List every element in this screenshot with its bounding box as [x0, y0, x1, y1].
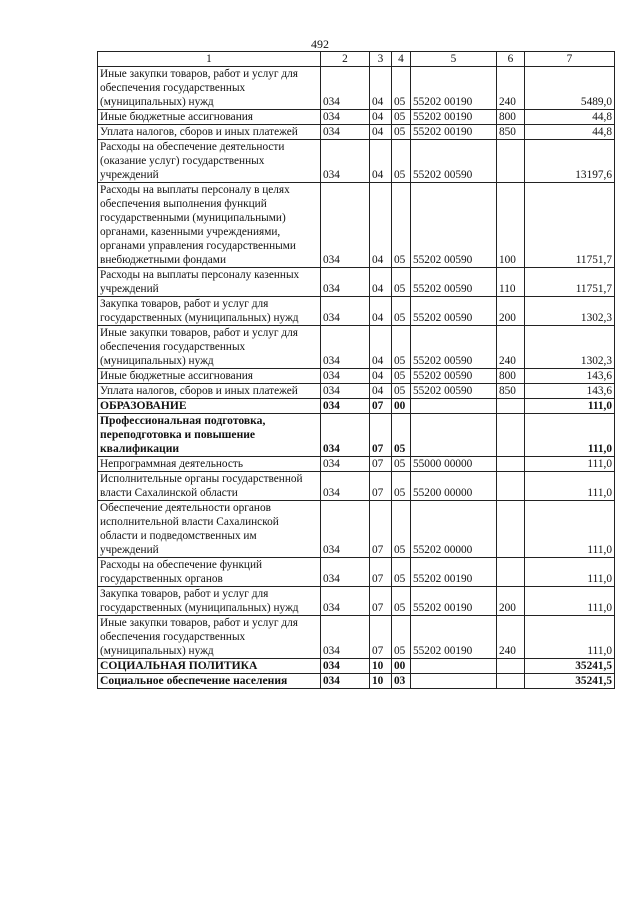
row-section-code: 07: [370, 399, 392, 414]
row-section-code: 04: [370, 268, 392, 297]
table-row: [98, 659, 615, 674]
row-target-code: [411, 414, 497, 457]
row-name: Иные бюджетные ассигнования: [98, 369, 321, 384]
row-amount: 5489,0: [525, 67, 615, 110]
row-name: Непрограммная деятельность: [98, 457, 321, 472]
table-row: [98, 297, 615, 326]
row-dept-code: 034: [321, 297, 370, 326]
row-expense-type: 850: [497, 125, 525, 140]
row-amount: 143,6: [525, 384, 615, 399]
table-row: [98, 472, 615, 501]
row-section-code: 04: [370, 67, 392, 110]
row-name: Иные закупки товаров, работ и услуг для обеспечения государственных (муниципальных) нужд: [98, 67, 321, 110]
row-subsection-code: 05: [392, 67, 411, 110]
row-expense-type: [497, 659, 525, 674]
row-target-code: 55202 00590: [411, 297, 497, 326]
budget-table: [97, 51, 615, 689]
row-dept-code: 034: [321, 326, 370, 369]
row-subsection-code: 05: [392, 384, 411, 399]
row-section-code: 04: [370, 110, 392, 125]
row-section-code: 04: [370, 384, 392, 399]
row-subsection-code: 05: [392, 326, 411, 369]
row-expense-type: 100: [497, 183, 525, 268]
row-name: Иные закупки товаров, работ и услуг для обеспечения государственных (муниципальных) нужд: [98, 326, 321, 369]
row-amount: 13197,6: [525, 140, 615, 183]
row-amount: 44,8: [525, 125, 615, 140]
table-row: [98, 125, 615, 140]
row-expense-type: [497, 399, 525, 414]
row-dept-code: 034: [321, 67, 370, 110]
row-section-code: 04: [370, 326, 392, 369]
row-subsection-code: 05: [392, 369, 411, 384]
row-name: Уплата налогов, сборов и иных платежей: [98, 384, 321, 399]
row-amount: 111,0: [525, 558, 615, 587]
row-section-code: 04: [370, 125, 392, 140]
row-expense-type: 240: [497, 67, 525, 110]
row-amount: 1302,3: [525, 297, 615, 326]
row-subsection-code: 03: [392, 674, 411, 689]
table-row: [98, 384, 615, 399]
row-target-code: 55202 00590: [411, 369, 497, 384]
row-amount: 111,0: [525, 501, 615, 558]
row-dept-code: 034: [321, 399, 370, 414]
row-dept-code: 034: [321, 110, 370, 125]
row-expense-type: [497, 558, 525, 587]
row-target-code: 55202 00590: [411, 183, 497, 268]
row-target-code: [411, 659, 497, 674]
row-subsection-code: 05: [392, 457, 411, 472]
row-amount: 44,8: [525, 110, 615, 125]
row-section-code: 04: [370, 297, 392, 326]
row-subsection-code: 05: [392, 587, 411, 616]
row-target-code: 55202 00190: [411, 616, 497, 659]
row-subsection-code: 05: [392, 268, 411, 297]
row-subsection-code: 00: [392, 399, 411, 414]
row-target-code: 55202 00590: [411, 326, 497, 369]
row-expense-type: 110: [497, 268, 525, 297]
row-section-code: 10: [370, 674, 392, 689]
row-dept-code: 034: [321, 616, 370, 659]
row-subsection-code: 05: [392, 558, 411, 587]
column-header: 4: [392, 52, 411, 67]
row-target-code: 55202 00190: [411, 587, 497, 616]
row-section-code: 07: [370, 587, 392, 616]
row-name: Иные закупки товаров, работ и услуг для обеспечения государственных (муниципальных) нужд: [98, 616, 321, 659]
row-dept-code: 034: [321, 587, 370, 616]
row-expense-type: 240: [497, 616, 525, 659]
table-row: [98, 457, 615, 472]
table-row: [98, 183, 615, 268]
table-row: [98, 587, 615, 616]
row-subsection-code: 05: [392, 501, 411, 558]
row-target-code: [411, 399, 497, 414]
table-header-row: [98, 52, 615, 67]
row-section-code: 04: [370, 183, 392, 268]
row-dept-code: 034: [321, 414, 370, 457]
row-subsection-code: 05: [392, 125, 411, 140]
row-expense-type: [497, 414, 525, 457]
row-expense-type: [497, 472, 525, 501]
row-subsection-code: 05: [392, 110, 411, 125]
row-subsection-code: 05: [392, 183, 411, 268]
row-amount: 111,0: [525, 472, 615, 501]
row-name: Закупка товаров, работ и услуг для государственных (муниципальных) нужд: [98, 587, 321, 616]
row-subsection-code: 00: [392, 659, 411, 674]
table-row: [98, 326, 615, 369]
row-target-code: [411, 674, 497, 689]
row-dept-code: 034: [321, 674, 370, 689]
row-target-code: 55202 00000: [411, 501, 497, 558]
row-amount: 11751,7: [525, 268, 615, 297]
row-amount: 35241,5: [525, 659, 615, 674]
row-subsection-code: 05: [392, 414, 411, 457]
page-number: 492: [311, 37, 329, 51]
row-section-code: 07: [370, 472, 392, 501]
row-expense-type: 800: [497, 110, 525, 125]
row-target-code: 55202 00190: [411, 558, 497, 587]
row-target-code: 55000 00000: [411, 457, 497, 472]
row-target-code: 55202 00190: [411, 67, 497, 110]
row-name: Закупка товаров, работ и услуг для государственных (муниципальных) нужд: [98, 297, 321, 326]
table-row: [98, 67, 615, 110]
row-name: Расходы на выплаты персоналу казенных учреждений: [98, 268, 321, 297]
row-dept-code: 034: [321, 268, 370, 297]
table-row: [98, 501, 615, 558]
row-name: Расходы на выплаты персоналу в целях обеспечения выполнения функций государственными (муниципальными) органами, казенными учреждениями, органами управления государственными внебюджетными фондами: [98, 183, 321, 268]
table-row: [98, 674, 615, 689]
row-expense-type: 200: [497, 297, 525, 326]
row-dept-code: 034: [321, 558, 370, 587]
row-section-code: 07: [370, 414, 392, 457]
table-row: [98, 268, 615, 297]
row-name: Иные бюджетные ассигнования: [98, 110, 321, 125]
row-dept-code: 034: [321, 140, 370, 183]
row-section-code: 07: [370, 616, 392, 659]
row-target-code: 55202 00190: [411, 110, 497, 125]
row-target-code: 55200 00000: [411, 472, 497, 501]
row-expense-type: 200: [497, 587, 525, 616]
row-dept-code: 034: [321, 369, 370, 384]
row-expense-type: [497, 140, 525, 183]
row-name: Профессиональная подготовка, переподготовка и повышение квалификации: [98, 414, 321, 457]
column-header: 1: [98, 52, 321, 67]
row-amount: 11751,7: [525, 183, 615, 268]
row-subsection-code: 05: [392, 140, 411, 183]
row-target-code: 55202 00190: [411, 125, 497, 140]
row-section-code: 04: [370, 369, 392, 384]
row-section-code: 07: [370, 457, 392, 472]
row-name: ОБРАЗОВАНИЕ: [98, 399, 321, 414]
table-body: [98, 52, 615, 689]
column-header: 6: [497, 52, 525, 67]
row-amount: 143,6: [525, 369, 615, 384]
row-expense-type: [497, 457, 525, 472]
row-amount: 111,0: [525, 399, 615, 414]
column-header: 2: [321, 52, 370, 67]
table-row: [98, 369, 615, 384]
row-section-code: 07: [370, 501, 392, 558]
table-row: [98, 399, 615, 414]
table-row: [98, 414, 615, 457]
column-header: 3: [370, 52, 392, 67]
row-section-code: 04: [370, 140, 392, 183]
row-section-code: 10: [370, 659, 392, 674]
row-dept-code: 034: [321, 125, 370, 140]
row-dept-code: 034: [321, 472, 370, 501]
row-subsection-code: 05: [392, 616, 411, 659]
table-row: [98, 110, 615, 125]
column-header: 7: [525, 52, 615, 67]
table-row: [98, 140, 615, 183]
table-row: [98, 558, 615, 587]
column-header: 5: [411, 52, 497, 67]
row-name: Расходы на обеспечение функций государственных органов: [98, 558, 321, 587]
row-dept-code: 034: [321, 384, 370, 399]
row-subsection-code: 05: [392, 297, 411, 326]
row-amount: 111,0: [525, 587, 615, 616]
row-expense-type: 850: [497, 384, 525, 399]
row-target-code: 55202 00590: [411, 268, 497, 297]
table-row: [98, 616, 615, 659]
row-dept-code: 034: [321, 501, 370, 558]
row-name: Исполнительные органы государственной власти Сахалинской области: [98, 472, 321, 501]
row-expense-type: 800: [497, 369, 525, 384]
row-expense-type: [497, 501, 525, 558]
row-name: Уплата налогов, сборов и иных платежей: [98, 125, 321, 140]
row-expense-type: [497, 674, 525, 689]
row-amount: 1302,3: [525, 326, 615, 369]
row-name: Обеспечение деятельности органов исполнительной власти Сахалинской области и подведомственных им учреждений: [98, 501, 321, 558]
row-target-code: 55202 00590: [411, 384, 497, 399]
row-name: Расходы на обеспечение деятельности (оказание услуг) государственных учреждений: [98, 140, 321, 183]
row-amount: 111,0: [525, 457, 615, 472]
row-dept-code: 034: [321, 183, 370, 268]
row-amount: 111,0: [525, 616, 615, 659]
row-dept-code: 034: [321, 457, 370, 472]
row-subsection-code: 05: [392, 472, 411, 501]
row-dept-code: 034: [321, 659, 370, 674]
row-amount: 35241,5: [525, 674, 615, 689]
row-name: СОЦИАЛЬНАЯ ПОЛИТИКА: [98, 659, 321, 674]
row-amount: 111,0: [525, 414, 615, 457]
row-name: Социальное обеспечение населения: [98, 674, 321, 689]
row-section-code: 07: [370, 558, 392, 587]
row-expense-type: 240: [497, 326, 525, 369]
row-target-code: 55202 00590: [411, 140, 497, 183]
